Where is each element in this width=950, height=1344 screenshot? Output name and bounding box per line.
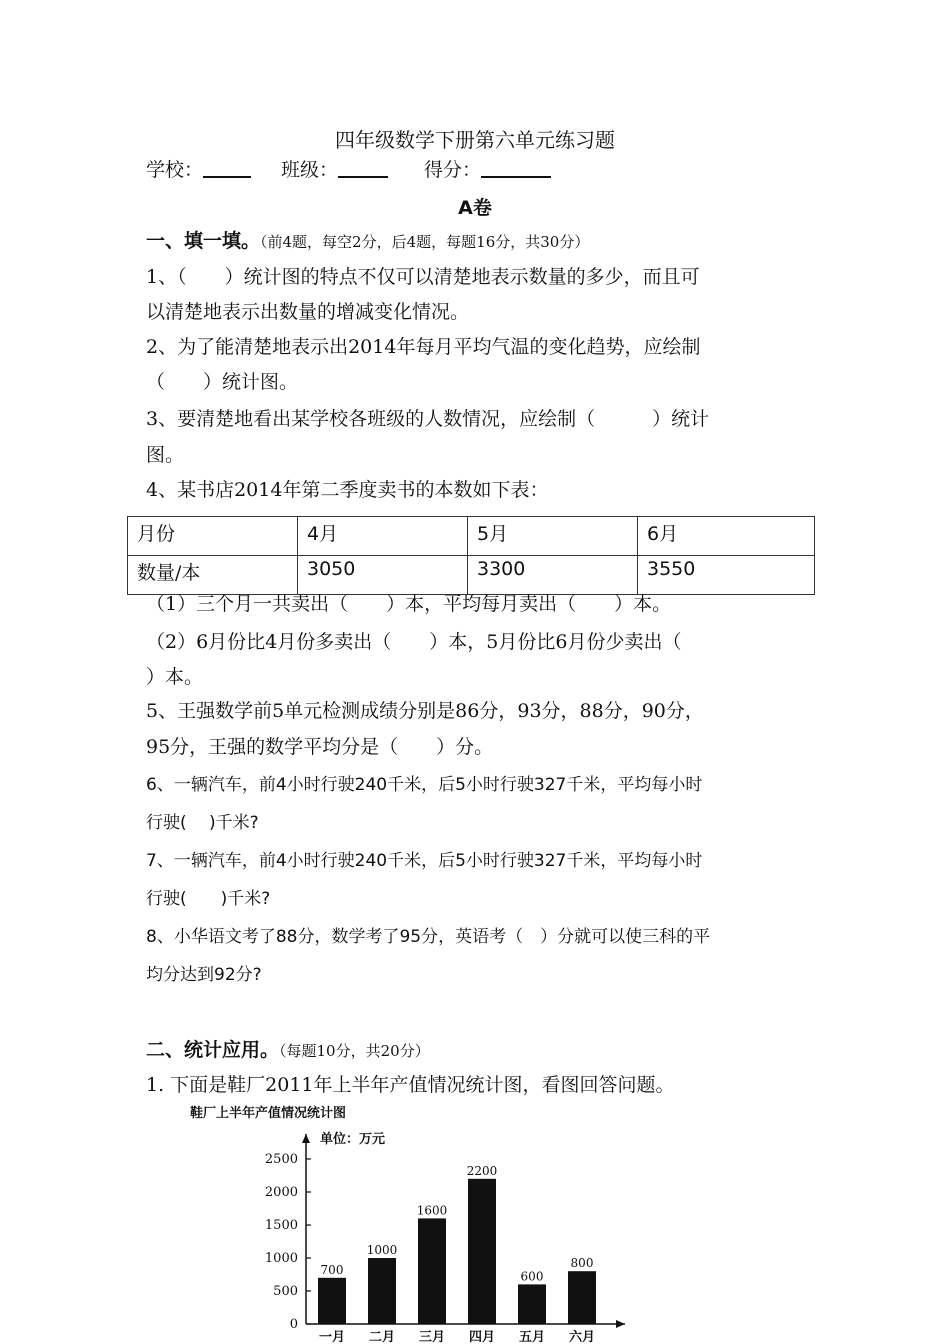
section1-header — [146, 232, 589, 251]
bar — [368, 1258, 396, 1324]
info-line — [146, 160, 551, 180]
table-cell: 4月 — [298, 517, 468, 556]
question-4-2a: （2）6月份比4月份多卖出（ ）本，5月份比6月份少卖出（ — [146, 631, 682, 653]
question-3a: 3、要清楚地看出某学校各班级的人数情况，应绘制（ ）统计 — [146, 408, 710, 430]
volume-label: A卷 — [458, 197, 492, 219]
bar — [518, 1284, 546, 1324]
bar-value-label: 700 — [320, 1262, 344, 1277]
table-cell: 3300 — [468, 556, 638, 595]
question-2b: （ ）统计图。 — [146, 371, 299, 393]
question-5a: 5、王强数学前5单元检测成绩分别是86分，93分，88分，90分， — [146, 700, 704, 722]
x-tick-label: 二月 — [368, 1330, 396, 1344]
table-cell: 3550 — [638, 556, 815, 595]
class-blank — [338, 160, 388, 178]
chart-unit-label: 单位：万元 — [320, 1132, 386, 1147]
section2-question-1: 1. 下面是鞋厂2011年上半年产值情况统计图，看图回答问题。 — [146, 1074, 675, 1096]
y-tick-label: 1000 — [264, 1251, 298, 1266]
question-7a: 7、一辆汽车，前4小时行驶240千米，后5小时行驶327千米，平均每小时 — [146, 851, 703, 871]
y-tick-label: 1500 — [264, 1218, 298, 1233]
y-tick-label: 2500 — [264, 1152, 298, 1167]
section1-note: （前4题，每空2分，后4题，每题16分，共30分） — [260, 233, 590, 251]
question-1a: 1、（ ）统计图的特点不仅可以清楚地表示数量的多少，而且可 — [146, 266, 700, 288]
table-row — [128, 517, 815, 556]
page-title: 四年级数学下册第六单元练习题 — [335, 128, 615, 152]
score-label: 得分： — [424, 159, 482, 181]
table-cell: 3050 — [298, 556, 468, 595]
table-cell: 数量/本 — [128, 556, 298, 595]
question-6b: 行驶( )千米? — [146, 813, 259, 833]
school-blank — [203, 160, 251, 178]
bar-value-label: 800 — [570, 1256, 594, 1271]
y-tick-label: 500 — [273, 1284, 298, 1299]
chart-title: 鞋厂上半年产值情况统计图 — [190, 1106, 347, 1121]
section2-header — [146, 1041, 430, 1060]
question-5b: 95分，王强的数学平均分是（ ）分。 — [146, 736, 494, 758]
class-label: 班级： — [281, 159, 339, 181]
table-cell: 月份 — [128, 517, 298, 556]
question-1b: 以清楚地表示出数量的增减变化情况。 — [146, 301, 470, 323]
y-tick-label: 0 — [289, 1317, 298, 1332]
x-tick-label: 四月 — [468, 1330, 496, 1344]
score-blank — [481, 160, 551, 178]
y-tick-label: 2000 — [264, 1185, 298, 1200]
question-4-1: （1）三个月一共卖出（ ）本，平均每月卖出（ ）本。 — [146, 593, 672, 615]
question-8b: 均分达到92分? — [146, 965, 262, 985]
bar-value-label: 1000 — [366, 1243, 398, 1257]
table-cell: 5月 — [468, 517, 638, 556]
bar — [418, 1218, 446, 1324]
bar-value-label: 2200 — [466, 1163, 498, 1178]
question-2a: 2、为了能清楚地表示出2014年每月平均气温的变化趋势，应绘制 — [146, 336, 701, 358]
section2-heading: 二、统计应用。 — [146, 1039, 280, 1061]
question-7b: 行驶( )千米? — [146, 889, 271, 909]
bar — [568, 1271, 596, 1324]
bar — [468, 1179, 496, 1324]
x-tick-label: 一月 — [318, 1330, 346, 1344]
question-6a: 6、一辆汽车，前4小时行驶240千米，后5小时行驶327千米，平均每小时 — [146, 775, 703, 795]
section1-heading: 一、填一填。 — [146, 230, 261, 252]
table-row — [128, 556, 815, 595]
question-4-2b: ）本。 — [146, 666, 204, 688]
bar — [318, 1278, 346, 1324]
question-8a: 8、小华语文考了88分，数学考了95分，英语考（ ）分就可以使三科的平 — [146, 927, 711, 947]
section2-note: （每题10分，共20分） — [279, 1042, 430, 1060]
y-axis-arrow — [302, 1134, 310, 1143]
x-tick-label: 六月 — [568, 1330, 596, 1344]
table-cell: 6月 — [638, 517, 815, 556]
sales-table — [127, 516, 815, 595]
school-label: 学校： — [146, 159, 204, 181]
question-4: 4、某书店2014年第二季度卖书的本数如下表： — [146, 479, 549, 501]
x-tick-label: 五月 — [518, 1330, 546, 1344]
question-3b: 图。 — [146, 444, 185, 466]
bar-value-label: 1600 — [416, 1203, 448, 1218]
x-tick-label: 三月 — [418, 1330, 446, 1344]
bar-value-label: 600 — [520, 1269, 544, 1284]
x-axis-arrow — [616, 1320, 625, 1328]
